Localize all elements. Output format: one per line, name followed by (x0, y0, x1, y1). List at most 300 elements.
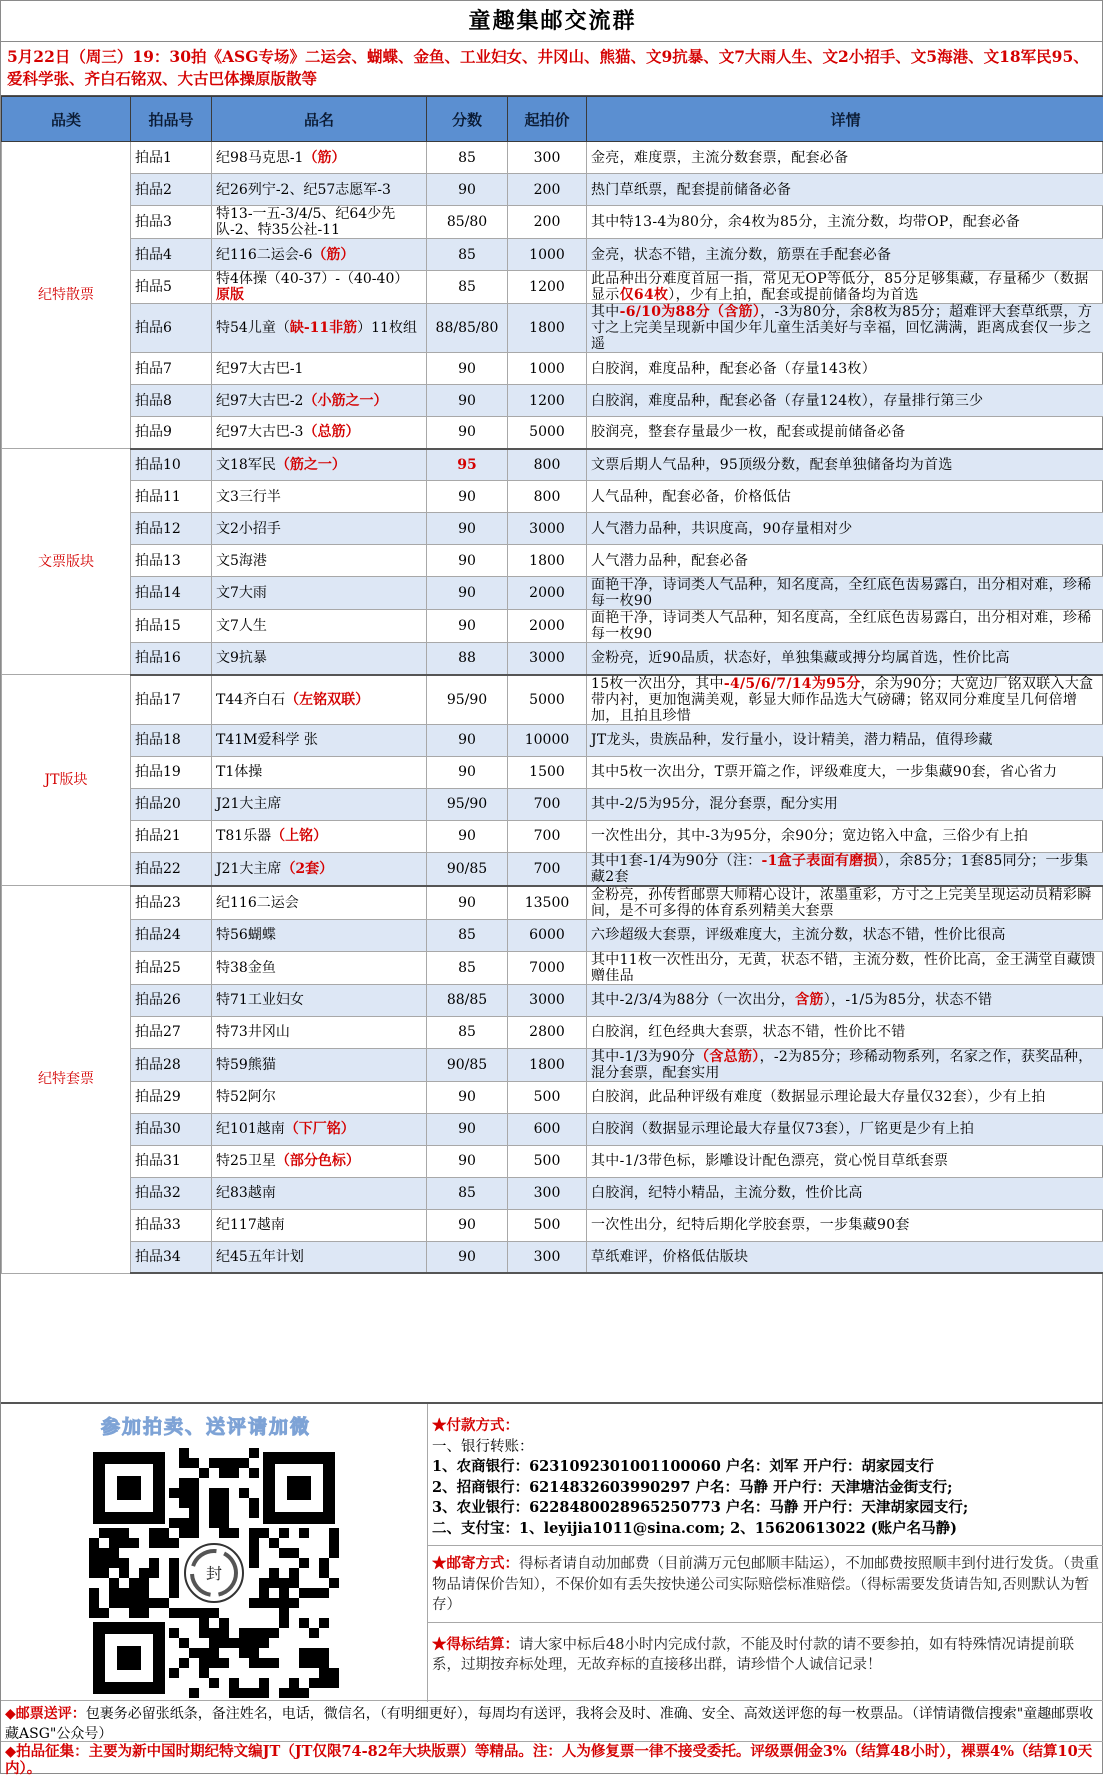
lot-detail (587, 1113, 1103, 1145)
lot-name (212, 886, 427, 920)
collection-text: 主要为新中国时期纪特文编JT（JT仅限74-82年大块版票）等精品。注：人为修复票一律不接受委托。评级票佣金3%（结算48小时），裸票4%（结算10天内）。 (5, 1743, 1092, 1777)
category-cell: 纪特套票 (2, 886, 131, 1274)
bank-transfer-title: 一、银行转账： (432, 1437, 1100, 1458)
detail-text: 其中-2/3/4为88分（一次出分， (591, 992, 795, 1008)
lot-name-highlight: （小筋之一） (303, 393, 387, 409)
lot-name-highlight: （筋） (303, 150, 345, 166)
detail-highlight: -1盒子表面有磨损 (761, 853, 877, 869)
detail-highlight: -6/10为88分（含筋） (620, 304, 761, 320)
lot-number: 拍品27 (131, 1016, 212, 1048)
lot-number: 拍品12 (131, 513, 212, 545)
lot-score: 90 (427, 577, 508, 610)
lot-name (212, 385, 427, 417)
lot-name (212, 919, 427, 951)
lot-detail (587, 919, 1103, 951)
lot-score: 90 (427, 1145, 508, 1177)
review-text: 包裹务必留张纸条，备注姓名，电话，微信名，（有明细更好），每周均有送评，我将会及时、准确、安全、高效送评您的每一枚票品。（详情请微信搜索"童趣邮票收藏ASG"公众号） (5, 1706, 1093, 1742)
lot-score: 90 (427, 545, 508, 577)
lot-detail (587, 577, 1103, 610)
lot-score: 90 (427, 820, 508, 852)
lot-detail (587, 545, 1103, 577)
lot-name-text: 文3三行半 (216, 489, 281, 505)
lot-score: 88/85/80 (427, 304, 508, 353)
table-row (2, 1081, 1103, 1113)
lot-name-text: 特4体操（40-37）-（40-40） (216, 271, 408, 287)
lot-start-price: 3000 (508, 984, 587, 1016)
lot-name-tail: ）11枚组 (357, 320, 417, 336)
lot-name-text: 特38金鱼 (216, 960, 276, 976)
detail-text: 白胶润，此品种评级有难度（数据显示理论最大存量仅32套），少有上拍 (591, 1089, 1046, 1105)
lot-score: 85 (427, 271, 508, 304)
detail-text: 六珍超级大套票，评级难度大，主流分数，状态不错，性价比很高 (591, 927, 1006, 943)
column-header: 拍品号 (131, 97, 212, 142)
lot-start-price: 700 (508, 852, 587, 886)
lot-name (212, 304, 427, 353)
detail-text: 其中-1/3带色标，影雕设计配色漂亮，赏心悦目草纸套票 (591, 1153, 948, 1169)
lot-detail (587, 142, 1103, 174)
lot-score: 90 (427, 610, 508, 643)
lot-score: 85 (427, 919, 508, 951)
lot-number: 拍品3 (131, 206, 212, 239)
lot-number: 拍品25 (131, 951, 212, 984)
lot-number: 拍品33 (131, 1209, 212, 1241)
lot-detail (587, 1048, 1103, 1081)
lot-name-text: 文2小招手 (216, 521, 281, 537)
alipay-account: 二、支付宝：1、leyijia1011@sina.com; 2、15620613022 (账户名马静) (432, 1519, 1100, 1540)
lot-number: 拍品20 (131, 788, 212, 820)
lot-start-price: 800 (508, 481, 587, 513)
lot-detail (587, 1241, 1103, 1273)
lot-number: 拍品8 (131, 385, 212, 417)
lot-name (212, 951, 427, 984)
lot-name-text: 纪101越南 (216, 1121, 285, 1137)
lot-score: 90 (427, 513, 508, 545)
lot-detail (587, 756, 1103, 788)
lot-name-text: 纪116二运会-6 (216, 247, 312, 263)
lot-name (212, 1177, 427, 1209)
table-row (2, 919, 1103, 951)
lot-name-text: 特54儿童（ (216, 320, 290, 336)
lot-start-price: 200 (508, 174, 587, 206)
diamond-icon: ◆ (5, 1743, 16, 1760)
lot-start-price: 6000 (508, 919, 587, 951)
lot-detail (587, 271, 1103, 304)
detail-text: ，-3为80分，余8枚为85分；超难评大套草纸票，方寸之上完美呈现新中国少年儿童生活美好与幸福，回忆满满，距离成套仅一步之遥 (591, 304, 1092, 352)
qr-caption: 参加拍卖、送评请加微 (101, 1412, 311, 1439)
lot-name (212, 788, 427, 820)
detail-text: ），余85分；1套85同分；一步集藏2套 (591, 853, 1088, 885)
column-header: 品类 (2, 97, 131, 142)
detail-text: ，余为90分；大宽边厂铭双联入大盒带内衬，更加饱满美观，彰显大师作品选大气磅礴；铭双同分难度呈几何倍增加，且拍且珍惜 (591, 676, 1093, 724)
lot-name (212, 852, 427, 886)
lot-name (212, 449, 427, 481)
detail-text: 文票后期人气品种，95顶级分数，配套单独储备均为首选 (591, 457, 953, 473)
lot-start-price: 800 (508, 449, 587, 481)
lot-detail (587, 643, 1103, 675)
lot-detail (587, 239, 1103, 271)
lot-name-text: 特73井冈山 (216, 1024, 290, 1040)
lot-number: 拍品23 (131, 886, 212, 920)
detail-text: JT龙头，贵族品种，发行量小，设计精美，潜力精品，值得珍藏 (591, 732, 993, 748)
review-label: 邮票送评： (16, 1706, 86, 1722)
lot-start-price: 13500 (508, 886, 587, 920)
lot-start-price: 1000 (508, 353, 587, 385)
lot-name-highlight: （下厂铭） (285, 1121, 355, 1137)
category-cell: JT版块 (2, 675, 131, 886)
lot-name-text: 纪97大古巴-1 (216, 361, 303, 377)
lot-number: 拍品4 (131, 239, 212, 271)
column-header: 分数 (427, 97, 508, 142)
lot-detail (587, 417, 1103, 449)
lot-start-price: 3000 (508, 643, 587, 675)
table-row (2, 577, 1103, 610)
lot-name-text: 纪97大古巴-3 (216, 424, 303, 440)
lot-detail (587, 513, 1103, 545)
lot-name (212, 675, 427, 725)
lot-name (212, 1081, 427, 1113)
lot-name-text: T81乐器 (216, 828, 271, 844)
lot-name-text: T41M爱科学 张 (216, 732, 318, 748)
lot-name (212, 271, 427, 304)
lot-score: 95/90 (427, 675, 508, 725)
detail-text: 其中特13-4为80分，余4枚为85分，主流分数，均带OP，配套必备 (591, 214, 1020, 230)
detail-highlight: -4/5/6/7/14为95分 (724, 676, 861, 692)
lot-name (212, 513, 427, 545)
table-row (2, 545, 1103, 577)
lot-name (212, 643, 427, 675)
lot-detail (587, 852, 1103, 886)
lot-number: 拍品1 (131, 142, 212, 174)
lot-name-highlight: （总筋） (303, 424, 359, 440)
lot-name-text: 特71工业妇女 (216, 992, 304, 1008)
table-row (2, 206, 1103, 239)
lot-start-price: 500 (508, 1081, 587, 1113)
lot-score: 90/85 (427, 1048, 508, 1081)
detail-text: 面艳干净，诗词类人气品种，知名度高，全红底色齿易露白，出分相对难，珍稀每一枚90 (591, 577, 1092, 609)
lot-name-text: 特59熊猫 (216, 1057, 276, 1073)
lot-name (212, 1016, 427, 1048)
diamond-icon: ◆ (5, 1706, 16, 1722)
lot-name-text: 纪98马克思-1 (216, 150, 303, 166)
lot-table (1, 96, 1103, 1274)
payment-title: ★付款方式： (432, 1416, 1100, 1437)
lot-number: 拍品13 (131, 545, 212, 577)
lot-score: 85 (427, 951, 508, 984)
lot-start-price: 5000 (508, 675, 587, 725)
lot-number: 拍品17 (131, 675, 212, 725)
detail-text: 面艳干净，诗词类人气品种，知名度高，全红底色齿易露白，出分相对难，珍稀每一枚90 (591, 610, 1092, 642)
table-row (2, 984, 1103, 1016)
lot-detail (587, 206, 1103, 239)
lot-score: 95 (427, 449, 508, 481)
lot-name-highlight: （2套） (281, 861, 333, 877)
lot-number: 拍品31 (131, 1145, 212, 1177)
table-row (2, 1209, 1103, 1241)
lot-number: 拍品10 (131, 449, 212, 481)
lot-start-price: 7000 (508, 951, 587, 984)
lot-start-price: 500 (508, 1209, 587, 1241)
lot-number: 拍品24 (131, 919, 212, 951)
detail-text: 白胶润，红色经典大套票，状态不错，性价比不错 (591, 1024, 906, 1040)
lot-name-text: J21大主席 (216, 861, 281, 877)
lot-start-price: 2800 (508, 1016, 587, 1048)
lot-name (212, 174, 427, 206)
detail-text: 胶润亮，整套存量最少一枚，配套或提前储备必备 (591, 424, 906, 440)
table-row (2, 820, 1103, 852)
lot-score: 90 (427, 1241, 508, 1273)
detail-text: 其中1套-1/4为90分（注： (591, 853, 761, 869)
lot-score: 85 (427, 1016, 508, 1048)
collection-label: 拍品征集： (16, 1743, 89, 1760)
shipping-label: ★邮寄方式： (432, 1555, 519, 1572)
lot-detail (587, 304, 1103, 353)
lot-name-highlight: 原版 (216, 287, 244, 303)
lot-name-text: 纪97大古巴-2 (216, 393, 303, 409)
lot-detail (587, 1016, 1103, 1048)
lot-start-price: 10000 (508, 724, 587, 756)
detail-text: 一次性出分，纪特后期化学胶套票，一步集藏90套 (591, 1217, 910, 1233)
lot-detail (587, 724, 1103, 756)
table-row (2, 788, 1103, 820)
lot-start-price: 500 (508, 1145, 587, 1177)
table-row (2, 724, 1103, 756)
lot-score: 90 (427, 756, 508, 788)
lot-name-text: 文5海港 (216, 553, 267, 569)
detail-text: ，-2为85分；珍稀动物系列，名家之作，获奖品种，混分套票，配套实用 (591, 1049, 1093, 1081)
lot-name-text: T44齐白石 (216, 692, 285, 708)
lot-start-price: 1200 (508, 385, 587, 417)
detail-text: ），-1/5为85分，状态不错 (824, 992, 993, 1008)
lot-number: 拍品26 (131, 984, 212, 1016)
lot-name (212, 724, 427, 756)
lot-name-text: 特56蝴蝶 (216, 927, 276, 943)
table-row (2, 675, 1103, 725)
qr-panel (1, 1404, 428, 1702)
detail-text: ），少有上拍，配套或提前储备均为首选 (668, 287, 918, 303)
category-cell: 纪特散票 (2, 142, 131, 449)
lot-name-highlight: （上铭） (271, 828, 327, 844)
lot-number: 拍品28 (131, 1048, 212, 1081)
lot-name-text: 纪117越南 (216, 1217, 285, 1233)
lot-detail (587, 984, 1103, 1016)
lot-name (212, 984, 427, 1016)
lot-number: 拍品18 (131, 724, 212, 756)
lot-detail (587, 886, 1103, 920)
lot-score: 90 (427, 174, 508, 206)
table-row (2, 610, 1103, 643)
detail-text: 人气潜力品种，配套必备 (591, 553, 748, 569)
lot-score: 90 (427, 353, 508, 385)
detail-text: 金亮，难度票，主流分数套票，配套必备 (591, 150, 848, 166)
category-cell: 文票版块 (2, 449, 131, 675)
lot-detail (587, 174, 1103, 206)
lot-start-price: 300 (508, 142, 587, 174)
lot-name-text: 文7大雨 (216, 585, 267, 601)
table-row (2, 385, 1103, 417)
lot-score: 90 (427, 1209, 508, 1241)
qr-logo-stamp: 封 (206, 1564, 222, 1583)
table-row (2, 852, 1103, 886)
lot-detail (587, 951, 1103, 984)
lot-name (212, 417, 427, 449)
lot-name-text: 纪116二运会 (216, 895, 299, 911)
lot-start-price: 5000 (508, 417, 587, 449)
table-row (2, 1177, 1103, 1209)
detail-text: 白胶润（数据显示理论最大存量仅73套），厂铭更是少有上拍 (591, 1121, 974, 1137)
table-row (2, 481, 1103, 513)
lot-start-price: 2000 (508, 610, 587, 643)
lot-detail (587, 610, 1103, 643)
column-header: 品名 (212, 97, 427, 142)
table-row (2, 239, 1103, 271)
detail-text: 人气品种，配套必备，价格低估 (591, 489, 791, 505)
detail-text: 其中5枚一次出分，T票开篇之作，评级难度大，一步集藏90套，省心省力 (591, 764, 1057, 780)
lot-name (212, 820, 427, 852)
bank-account: 3、农业银行：6228480028965250773 户名：马静 开户行：天津胡家园支行; (432, 1498, 1100, 1519)
lot-name-highlight: （左铭双联） (285, 692, 369, 708)
lot-name (212, 545, 427, 577)
detail-text: 人气潜力品种，共识度高，90存量相对少 (591, 521, 853, 537)
lot-number: 拍品5 (131, 271, 212, 304)
table-row (2, 513, 1103, 545)
lot-score: 90 (427, 1113, 508, 1145)
page-title: 童趣集邮交流群 (1, 1, 1103, 42)
detail-text: 其中11枚一次性出分，无黄，状态不错，主流分数，性价比高，金王满堂自藏馈赠佳品 (591, 952, 1096, 984)
lot-name-text: 纪45五年计划 (216, 1249, 304, 1265)
lot-number: 拍品22 (131, 852, 212, 886)
lot-name-highlight: （筋之一） (276, 457, 346, 473)
column-header: 详情 (587, 97, 1103, 142)
lot-score: 90 (427, 886, 508, 920)
lot-name (212, 1241, 427, 1273)
table-row (2, 449, 1103, 481)
table-row (2, 1241, 1103, 1273)
detail-text: 其中-1/3为90分 (591, 1049, 695, 1065)
lot-number: 拍品11 (131, 481, 212, 513)
lot-name-highlight: （部分色标） (276, 1153, 360, 1169)
lot-start-price: 700 (508, 820, 587, 852)
lot-score: 85 (427, 142, 508, 174)
table-row (2, 756, 1103, 788)
detail-text: 草纸难评，价格低估版块 (591, 1249, 748, 1265)
lot-score: 85/80 (427, 206, 508, 239)
lot-score: 90 (427, 724, 508, 756)
table-row (2, 643, 1103, 675)
stamp-review-note (1, 1700, 1103, 1741)
lot-start-price: 600 (508, 1113, 587, 1145)
lot-name-text: 文9抗暴 (216, 650, 267, 666)
table-row (2, 1048, 1103, 1081)
lot-name-text: 特25卫星 (216, 1153, 276, 1169)
lot-detail (587, 449, 1103, 481)
lot-number: 拍品9 (131, 417, 212, 449)
lot-number: 拍品32 (131, 1177, 212, 1209)
lot-start-price: 300 (508, 1177, 587, 1209)
lot-score: 90 (427, 481, 508, 513)
lot-number: 拍品14 (131, 577, 212, 610)
table-row (2, 271, 1103, 304)
lot-detail (587, 788, 1103, 820)
table-row (2, 353, 1103, 385)
settlement-label: ★得标结算： (432, 1636, 519, 1653)
lot-name (212, 610, 427, 643)
lot-detail (587, 675, 1103, 725)
detail-text: 白胶润，难度品种，配套必备（存量143枚） (591, 361, 876, 377)
detail-text: 金粉亮，近90品质，状态好，单独集藏或搏分均属首选，性价比高 (591, 650, 1010, 666)
lot-detail (587, 353, 1103, 385)
lot-name (212, 1209, 427, 1241)
column-header: 起拍价 (508, 97, 587, 142)
lot-start-price: 1500 (508, 756, 587, 788)
lot-start-price: 1800 (508, 1048, 587, 1081)
table-row (2, 142, 1103, 174)
lot-start-price: 300 (508, 1241, 587, 1273)
lot-name-text: 特52阿尔 (216, 1089, 276, 1105)
lot-detail (587, 1145, 1103, 1177)
table-row (2, 1113, 1103, 1145)
lot-name (212, 756, 427, 788)
shipping-text: 得标者请自动加邮费（目前满万元包邮顺丰陆运），不加邮费按照顺丰到付进行发货。（贵重物品请保价告知），不保价如有丢失按快递公司实际赔偿标准赔偿。（得标需要发货请告知,否则默认为暂存） (432, 1556, 1099, 1613)
lot-detail (587, 1177, 1103, 1209)
lot-name (212, 1048, 427, 1081)
lot-name (212, 577, 427, 610)
lot-score: 90 (427, 417, 508, 449)
table-row (2, 174, 1103, 206)
detail-text: 白胶润，难度品种，配套必备（存量124枚），存量排行第三少 (591, 393, 983, 409)
table-row (2, 886, 1103, 920)
lot-detail (587, 1209, 1103, 1241)
lot-name (212, 1113, 427, 1145)
lot-number: 拍品19 (131, 756, 212, 788)
detail-text: 热门草纸票，配套提前储备必备 (591, 182, 791, 198)
detail-text: 一次性出分，其中-3为95分，余90分；宽边铭入中盒，三俗少有上拍 (591, 828, 1028, 844)
lot-number: 拍品6 (131, 304, 212, 353)
table-row (2, 304, 1103, 353)
lot-number: 拍品7 (131, 353, 212, 385)
lot-detail (587, 820, 1103, 852)
wechat-qr-code[interactable] (89, 1448, 339, 1698)
lot-name (212, 353, 427, 385)
lot-name-text: T1体操 (216, 764, 262, 780)
lot-name-highlight: 缺-11非筋 (290, 320, 357, 336)
lot-name (212, 239, 427, 271)
info-section (1, 1402, 1103, 1700)
table-header-row (2, 97, 1103, 142)
lot-number: 拍品34 (131, 1241, 212, 1273)
lot-start-price: 700 (508, 788, 587, 820)
detail-highlight: （含总筋） (695, 1049, 760, 1065)
detail-highlight: 含筋 (795, 992, 824, 1008)
detail-text: 15枚一次出分，其中 (591, 676, 724, 692)
lot-start-price: 1000 (508, 239, 587, 271)
lot-start-price: 2000 (508, 577, 587, 610)
lot-number: 拍品29 (131, 1081, 212, 1113)
bank-account: 2、招商银行：6214832603990297 户名：马静 开户行：天津塘沽金街支行; (432, 1478, 1100, 1499)
lot-detail (587, 385, 1103, 417)
lot-score: 95/90 (427, 788, 508, 820)
lot-table-body (2, 142, 1103, 1274)
lot-score: 85 (427, 239, 508, 271)
lot-name-text: 纪26列宁-2、纪57志愿军-3 (216, 182, 391, 198)
lot-name-text: J21大主席 (216, 796, 281, 812)
lot-number: 拍品16 (131, 643, 212, 675)
lot-start-price: 1200 (508, 271, 587, 304)
table-row (2, 1145, 1103, 1177)
lot-start-price: 3000 (508, 513, 587, 545)
lot-name-text: 文7人生 (216, 618, 267, 634)
lot-name (212, 1145, 427, 1177)
settlement-text: 请大家中标后48小时内完成付款，不能及时付款的请不要参拍，如有特殊情况请提前联系，过期按弃标处理，无故弃标的直接移出群，请珍惜个人诚信记录！ (432, 1637, 1074, 1674)
